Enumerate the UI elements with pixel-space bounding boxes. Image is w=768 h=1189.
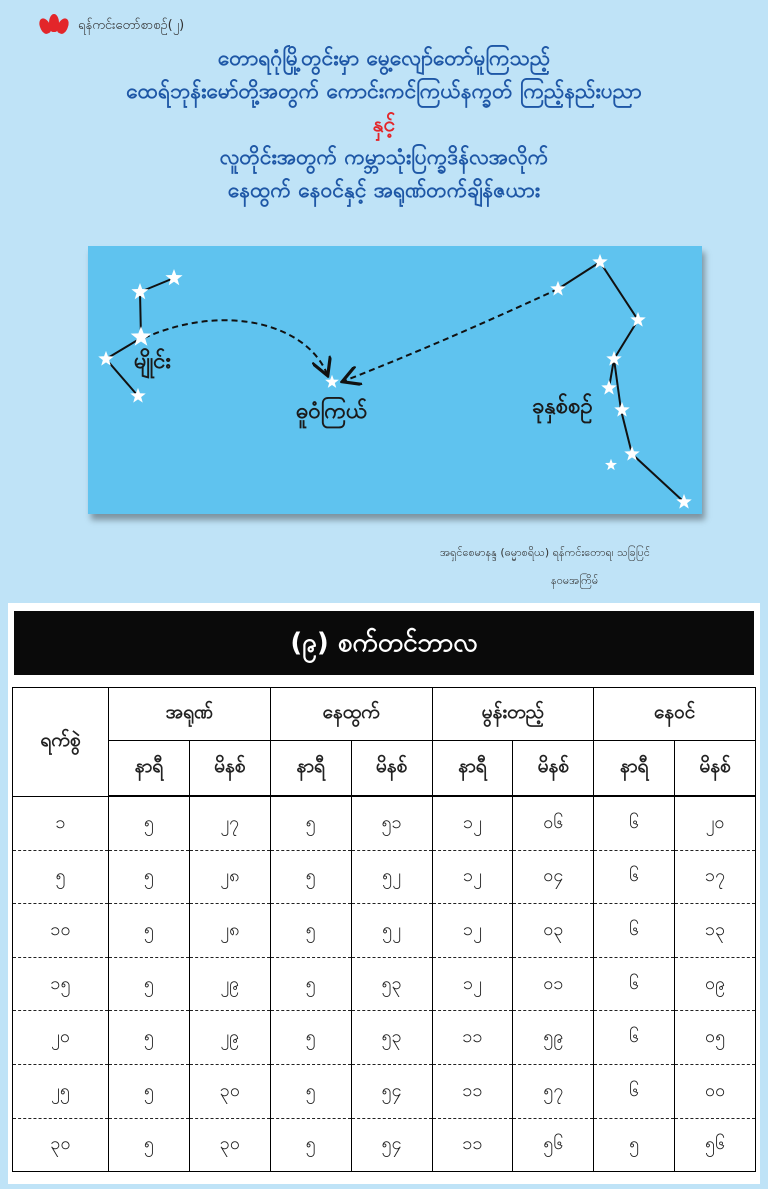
table-row [13,850,756,904]
label-right-constellation: ခုနှစ်စဉ် [532,394,593,419]
col-header-date: ရက်စွဲ [13,688,109,797]
title-line-5: နေထွက် နေဝင်နှင့် အရုဏ်တက်ချိန်ဇယား [227,178,541,202]
table-row [13,796,756,850]
header-brand [40,14,184,38]
time-cell: ၅ [270,850,351,904]
label-left-constellation: မျိုင်း [134,349,171,374]
date-cell: ၅ [13,850,109,904]
arrow-left-to-pole [144,320,327,374]
time-cell: ၅ [109,1064,190,1118]
time-cell: ၅ [109,957,190,1011]
time-cell: ၀၆ [513,796,594,850]
star-chart-diagram [88,246,702,514]
group-header-sunrise: နေထွက် [270,688,432,741]
group-header-noon: မွန်းတည့် [432,688,594,741]
table-row [13,1011,756,1065]
time-cell: ၃၀ [189,1064,270,1118]
time-cell: ၅၃ [351,1011,432,1065]
time-cell: ၁၇ [675,850,756,904]
time-cell: ၂၉ [189,957,270,1011]
date-cell: ၂၅ [13,1064,109,1118]
time-cell: ၅ [270,1118,351,1172]
time-cell: ၆ [594,904,675,958]
time-cell: ၁၂ [432,796,513,850]
title-line-1: တောရဂုံမြို့တွင်းမှာ မွေ့လျော်တော်မူကြသည့် [217,46,551,70]
time-cell: ၅ [270,957,351,1011]
time-cell: ၂၈ [189,904,270,958]
time-cell: ၁၃ [675,904,756,958]
sub-header-minute: မိနစ် [189,741,270,797]
time-cell: ၅၃ [351,957,432,1011]
time-cell: ၁၂ [432,957,513,1011]
poster-titles [0,42,768,207]
time-cell: ၅၂ [351,850,432,904]
time-cell: ၆ [594,1011,675,1065]
table-row [13,1064,756,1118]
star-icons [98,254,691,509]
title-line-2: ထေရ်ဘုန်းမော်တို့အတွက် ကောင်းကင်ကြယ်နက္ခတ် ကြည့်နည်းပညာ [126,79,642,103]
arrow-right-to-pole [344,289,558,381]
star-chart [88,246,702,514]
time-cell: ၁၂ [432,904,513,958]
time-cell: ၅၄ [351,1118,432,1172]
time-cell: ၁၂ [432,850,513,904]
time-cell: ၅၆ [675,1118,756,1172]
time-cell: ၀၁ [513,957,594,1011]
date-cell: ၃၀ [13,1118,109,1172]
credit-line-1: အရှင်စေမာနန္ဒ (ဓမ္မာစရိယ) ရန်ကင်းတောရ၊ သခြပြင် [440,546,650,559]
time-cell: ၆ [594,796,675,850]
table-row [13,957,756,1011]
time-cell: ၅ [109,904,190,958]
time-table [12,687,756,1172]
brand-title: ရန်ကင်းတော်စာစဉ်(၂) [78,17,185,33]
time-cell: ၅ [270,1064,351,1118]
time-cell: ၀၅ [675,1011,756,1065]
table-body [13,796,756,1172]
title-line-3: နှင့် [372,112,396,136]
sub-header-minute: မိနစ် [513,741,594,797]
time-cell: ၂၀ [675,796,756,850]
time-cell: ၆ [594,850,675,904]
sub-header-minute: မိနစ် [351,741,432,797]
time-cell: ၁၁ [432,1011,513,1065]
time-cell: ၅ [270,904,351,958]
title-line-4: လူတိုင်းအတွက် ကမ္ဘာသုံးပြက္ခဒိန်လအလိုက် [219,145,549,169]
group-header-sunset: နေဝင် [594,688,756,741]
group-header-dawn: အရုဏ် [109,688,271,741]
date-cell: ၁၅ [13,957,109,1011]
sub-header-minute: မိနစ် [675,741,756,797]
time-cell: ၅ [109,1118,190,1172]
time-cell: ၂၈ [189,850,270,904]
time-cell: ၅ [109,796,190,850]
time-cell: ၂၇ [189,796,270,850]
sub-header-hour: နာရီ [594,741,675,797]
sub-header-hour: နာရီ [109,741,190,797]
sub-header-hour: နာရီ [270,741,351,797]
table-title: (၉) စက်တင်ဘာလ [14,611,754,675]
time-cell: ၃၀ [189,1118,270,1172]
time-cell: ၂၉ [189,1011,270,1065]
date-cell: ၂၀ [13,1011,109,1065]
sub-header-hour: နာရီ [432,741,513,797]
table-row [13,1118,756,1172]
time-cell: ၅၁ [351,796,432,850]
right-constellation-lines [558,262,684,502]
time-cell: ၅၄ [351,1064,432,1118]
table-row [13,904,756,958]
time-cell: ၆ [594,957,675,1011]
time-cell: ၅ [270,1011,351,1065]
time-cell: ၀၀ [675,1064,756,1118]
time-cell: ၀၄ [513,850,594,904]
time-cell: ၅ [109,1011,190,1065]
time-cell: ၀၃ [513,904,594,958]
time-cell: ၅၆ [513,1118,594,1172]
label-pole-star: ဓူဝံကြယ် [296,399,368,424]
time-cell: ၅ [270,796,351,850]
lotus-logo-icon [40,14,68,38]
time-cell: ၀၉ [675,957,756,1011]
time-cell: ၅ [109,850,190,904]
time-cell: ၅၇ [513,1064,594,1118]
time-cell: ၅၂ [351,904,432,958]
date-cell: ၁ [13,796,109,850]
time-cell: ၁၁ [432,1064,513,1118]
date-cell: ၁၀ [13,904,109,958]
time-cell: ၆ [594,1064,675,1118]
credit-line-2: နဝမအကြိမ် [551,574,599,587]
schedule-panel [8,603,760,1184]
time-cell: ၅၉ [513,1011,594,1065]
time-cell: ၁၁ [432,1118,513,1172]
time-cell: ၅ [594,1118,675,1172]
